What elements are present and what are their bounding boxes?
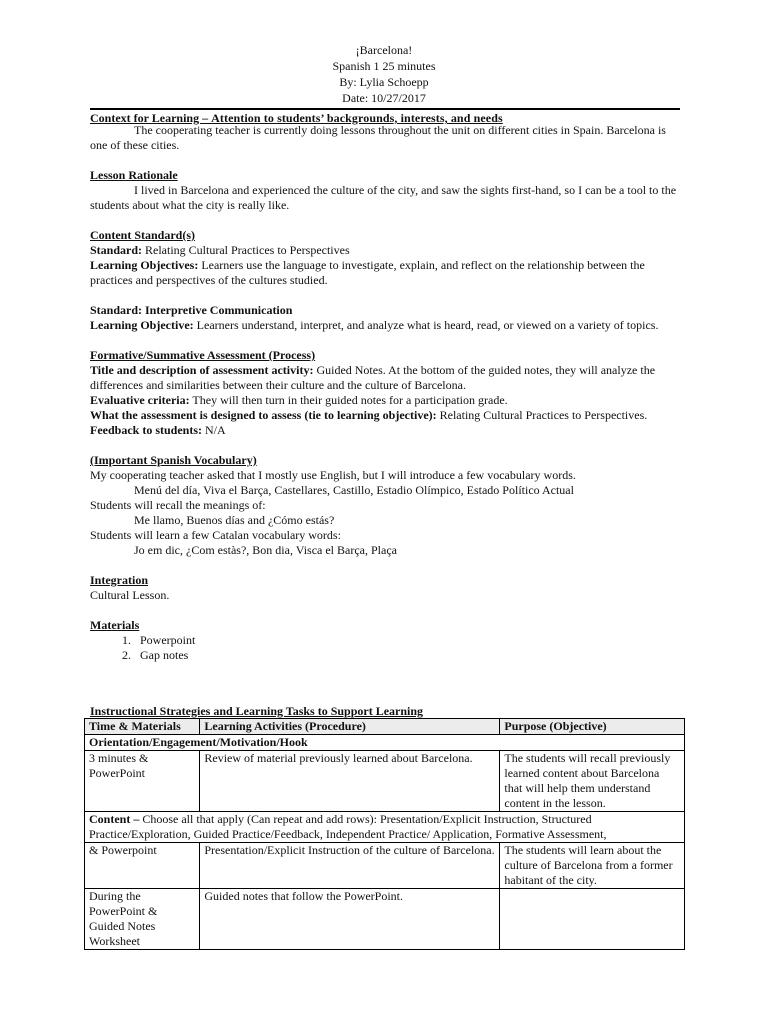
table-cell: The students will learn about the culture of Barcelona from a former habitant of the city. (500, 843, 685, 889)
table-row (85, 751, 685, 812)
table-row (85, 735, 685, 751)
table-cell: & Powerpoint (85, 843, 200, 889)
vocab-line: My cooperating teacher asked that I mostly use English, but I will introduce a few vocabulary words. (90, 468, 576, 482)
table-row (85, 812, 685, 843)
column-header: Time & Materials (85, 719, 200, 735)
list-item: 1. Powerpoint (134, 633, 680, 648)
orientation-heading: Orientation/Engagement/Motivation/Hook (85, 735, 685, 751)
vocab-line: Students will learn a few Catalan vocabulary words: (90, 528, 341, 542)
content-row: Content – Choose all that apply (Can repeat and add rows): Presentation/Explicit Instruction, Structured Practice/Exploration, Guided Practice/Feedback, Independent Practice/ Application, Formative Assessment, (85, 812, 685, 843)
column-header: Purpose (Objective) (500, 719, 685, 735)
table-cell (500, 889, 685, 950)
table-header-row (85, 719, 685, 735)
strategies-heading: Instructional Strategies and Learning Tasks to Support Learning (90, 704, 424, 718)
objective-2: Learning Objective: Learners understand, interpret, and analyze what is heard, read, or viewed on a variety of topics. (90, 318, 659, 332)
author: By: Lylia Schoepp (339, 75, 429, 89)
assessment-heading: Formative/Summative Assessment (Process) (90, 348, 316, 362)
objective-1: Learning Objectives: Learners use the language to investigate, explain, and reflect on the relationship between the practices and perspectives of the cultures studied. (90, 258, 645, 287)
vocab-line: Menú del día, Viva el Barça, Castellares, Castillo, Estadio Olímpico, Estado Político Actual (134, 483, 574, 497)
vocab-line: Me llamo, Buenos días and ¿Cómo estás? (134, 513, 335, 527)
table-cell: Guided notes that follow the PowerPoint. (200, 889, 500, 950)
context-heading-main: Context for Learning – (90, 111, 212, 125)
vocab-heading: (Important Spanish Vocabulary) (90, 453, 257, 467)
assessment-feedback: Feedback to students: N/A (90, 423, 226, 437)
integration-heading: Integration (90, 573, 148, 587)
document-body (90, 123, 680, 663)
vocab-line: Students will recall the meanings of: (90, 498, 266, 512)
materials-heading: Materials (90, 618, 140, 632)
assessment-target: What the assessment is designed to assess (tie to learning objective): Relating Cultural Practices to Perspectives. (90, 408, 648, 422)
standards-heading: Content Standard(s) (90, 228, 196, 242)
integration-text: Cultural Lesson. (90, 588, 170, 602)
course-info: Spanish 1 25 minutes (332, 59, 436, 73)
lesson-title: ¡Barcelona! (355, 43, 413, 57)
assessment-criteria: Evaluative criteria: They will then turn in their guided notes for a participation grade. (90, 393, 508, 407)
materials-list (90, 633, 680, 663)
vocab-line: Jo em dic, ¿Com estàs?, Bon dia, Visca el Barça, Plaça (134, 543, 397, 557)
table-cell: Presentation/Explicit Instruction of the culture of Barcelona. (200, 843, 500, 889)
table-cell: During the PowerPoint & Guided Notes Worksheet (85, 889, 200, 950)
document-header (0, 42, 768, 106)
table-row (85, 889, 685, 950)
table-cell: Review of material previously learned about Barcelona. (200, 751, 500, 812)
context-heading-sub: Attention to students’ backgrounds, interests, and needs (211, 111, 503, 125)
standard-2: Standard: Interpretive Communication (90, 303, 293, 317)
table-row (85, 843, 685, 889)
column-header: Learning Activities (Procedure) (200, 719, 500, 735)
rationale-heading: Lesson Rationale (90, 168, 178, 182)
standard-1: Standard: Relating Cultural Practices to Perspectives (90, 243, 350, 257)
table-cell: 3 minutes & PowerPoint (85, 751, 200, 812)
context-text: The cooperating teacher is currently doing lessons throughout the unit on different cities in Spain. Barcelona is one of these cities. (90, 123, 666, 152)
table-cell: The students will recall previously learned content about Barcelona that will help them understand content in the lesson. (500, 751, 685, 812)
assessment-title: Title and description of assessment activity: Guided Notes. At the bottom of the guided notes, they will analyze the differences and similarities between their culture and the culture of Barcelona. (90, 363, 656, 392)
list-item: 2. Gap notes (134, 648, 680, 663)
date: Date: 10/27/2017 (342, 91, 426, 105)
rationale-text: I lived in Barcelona and experienced the culture of the city, and saw the sights first-hand, so I can be a tool to the students about what the city is really like. (90, 183, 677, 212)
strategies-table (84, 718, 685, 950)
